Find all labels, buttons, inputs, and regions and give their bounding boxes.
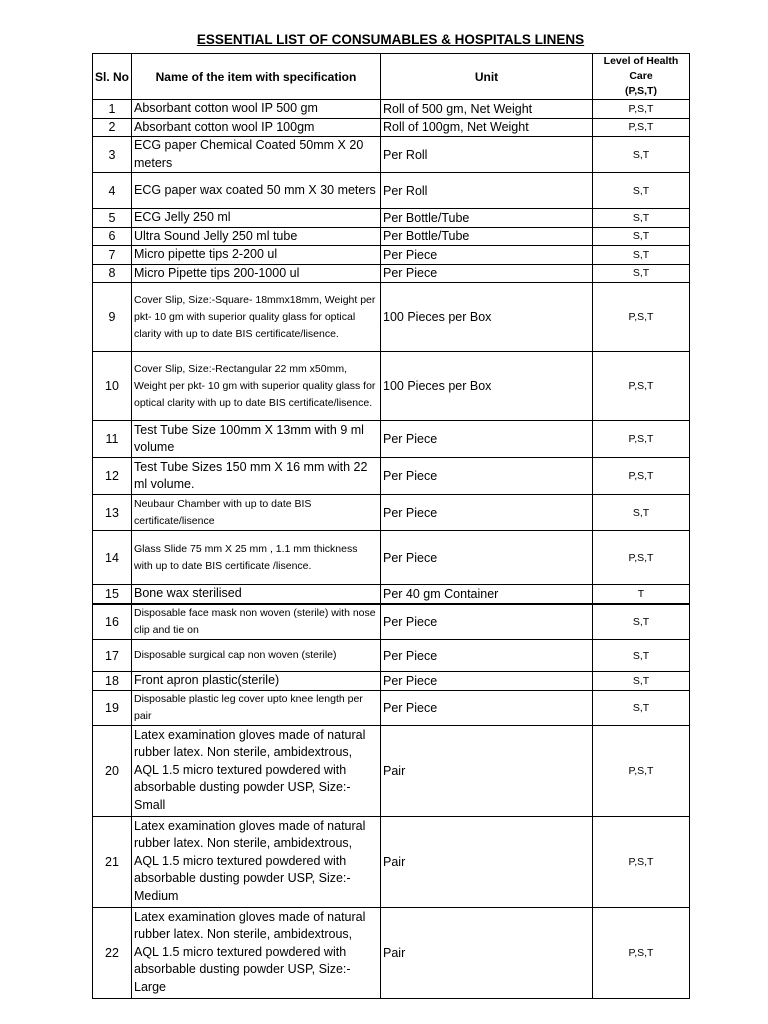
unit-cell: Per Bottle/Tube [381,209,593,228]
sl-no-cell: 14 [93,531,132,585]
table-row [93,907,690,998]
sl-no-cell: 10 [93,352,132,421]
level-cell: P,S,T [593,100,690,119]
unit-cell: Per Piece [381,495,593,531]
unit-cell: Pair [381,907,593,998]
sl-no-cell: 1 [93,100,132,119]
table-row [93,725,690,816]
unit-cell: 100 Pieces per Box [381,283,593,352]
unit-cell: Per Piece [381,672,593,691]
unit-cell: Per Piece [381,640,593,672]
item-name-cell: Test Tube Sizes 150 mm X 16 mm with 22 ml volume. [132,458,381,495]
sl-no-cell: 7 [93,246,132,265]
item-name-cell: Test Tube Size 100mm X 13mm with 9 ml volume [132,421,381,458]
item-name-cell: ECG paper wax coated 50 mm X 30 meters [132,173,381,209]
table-row [93,283,690,352]
level-cell: P,S,T [593,816,690,907]
item-name-cell: Disposable surgical cap non woven (sterile) [132,640,381,672]
item-name-cell: ECG paper Chemical Coated 50mm X 20 meters [132,137,381,173]
level-cell: S,T [593,672,690,691]
table-row [93,118,690,137]
sl-no-cell: 6 [93,227,132,246]
item-name-cell: Front apron plastic(sterile) [132,672,381,691]
item-name-cell: Glass Slide 75 mm X 25 mm , 1.1 mm thickness with up to date BIS certificate /lisence. [132,531,381,585]
table-row [93,264,690,283]
level-cell: S,T [593,209,690,228]
table-row [93,173,690,209]
header-level-of-health-care [593,54,690,100]
level-cell: S,T [593,604,690,640]
item-name-cell: Absorbant cotton wool IP 100gm [132,118,381,137]
table-row [93,209,690,228]
table-row [93,352,690,421]
level-cell: S,T [593,173,690,209]
unit-cell: Per Piece [381,604,593,640]
unit-cell: Roll of 500 gm, Net Weight [381,100,593,119]
table-row [93,690,690,725]
unit-cell: Per Roll [381,173,593,209]
level-cell: S,T [593,246,690,265]
table-row [93,672,690,691]
item-name-cell: Cover Slip, Size:-Square- 18mmx18mm, Weight per pkt- 10 gm with superior quality glass for optical clarity with up to date BIS certificate/lisence. [132,283,381,352]
item-name-cell: Disposable plastic leg cover upto knee length per pair [132,690,381,725]
table-row [93,585,690,604]
item-name-cell: ECG Jelly 250 ml [132,209,381,228]
table-row [93,246,690,265]
level-cell: P,S,T [593,531,690,585]
unit-cell: Per Bottle/Tube [381,227,593,246]
level-cell: S,T [593,264,690,283]
unit-cell: Roll of 100gm, Net Weight [381,118,593,137]
level-cell: P,S,T [593,283,690,352]
table-row [93,421,690,458]
table-row [93,495,690,531]
item-name-cell: Cover Slip, Size:-Rectangular 22 mm x50mm, Weight per pkt- 10 gm with superior quality glass for optical clarity with up to date BIS certificate/lisence. [132,352,381,421]
table-body [93,100,690,999]
header-level-line1: Level of Health Care [603,55,679,82]
item-name-cell: Disposable face mask non woven (sterile) with nose clip and tie on [132,604,381,640]
item-name-cell: Absorbant cotton wool IP 500 gm [132,100,381,119]
sl-no-cell: 12 [93,458,132,495]
sl-no-cell: 19 [93,690,132,725]
sl-no-cell: 21 [93,816,132,907]
unit-cell: Per Piece [381,246,593,265]
sl-no-cell: 16 [93,604,132,640]
table-row [93,816,690,907]
sl-no-cell: 15 [93,585,132,604]
level-cell: P,S,T [593,352,690,421]
item-name-cell: Neubaur Chamber with up to date BIS certificate/lisence [132,495,381,531]
sl-no-cell: 8 [93,264,132,283]
item-name-cell: Bone wax sterilised [132,585,381,604]
level-cell: T [593,585,690,604]
unit-cell: Per 40 gm Container [381,585,593,604]
sl-no-cell: 20 [93,725,132,816]
table-row [93,227,690,246]
sl-no-cell: 2 [93,118,132,137]
item-name-cell: Latex examination gloves made of natural rubber latex. Non sterile, ambidextrous, AQL 1.5 micro textured powdered with absorbable dusting powder USP, Size:-Small [132,725,381,816]
sl-no-cell: 13 [93,495,132,531]
level-cell: P,S,T [593,421,690,458]
unit-cell: Per Piece [381,421,593,458]
header-item-name: Name of the item with specification [132,54,381,100]
sl-no-cell: 9 [93,283,132,352]
header-level-line2: (P,S,T) [625,85,657,97]
document-title: ESSENTIAL LIST OF CONSUMABLES & HOSPITALS LINENS [196,32,585,47]
unit-cell: Per Piece [381,458,593,495]
header-unit: Unit [381,54,593,100]
sl-no-cell: 4 [93,173,132,209]
unit-cell: Pair [381,725,593,816]
sl-no-cell: 22 [93,907,132,998]
sl-no-cell: 11 [93,421,132,458]
item-name-cell: Latex examination gloves made of natural rubber latex. Non sterile, ambidextrous, AQL 1.5 micro textured powdered with absorbable dusting powder USP, Size:-Medium [132,816,381,907]
sl-no-cell: 5 [93,209,132,228]
table-row [93,604,690,640]
unit-cell: Per Piece [381,531,593,585]
item-name-cell: Latex examination gloves made of natural rubber latex. Non sterile, ambidextrous, AQL 1.5 micro textured powdered with absorbable dusting powder USP, Size:-Large [132,907,381,998]
item-name-cell: Micro Pipette tips 200-1000 ul [132,264,381,283]
sl-no-cell: 17 [93,640,132,672]
sl-no-cell: 3 [93,137,132,173]
table-row [93,100,690,119]
table-row [93,531,690,585]
level-cell: S,T [593,495,690,531]
level-cell: S,T [593,640,690,672]
table-header-row [93,54,690,100]
level-cell: P,S,T [593,725,690,816]
unit-cell: 100 Pieces per Box [381,352,593,421]
consumables-table [92,53,690,999]
level-cell: S,T [593,227,690,246]
table-row [93,458,690,495]
level-cell: S,T [593,137,690,173]
unit-cell: Pair [381,816,593,907]
level-cell: P,S,T [593,458,690,495]
table-row [93,640,690,672]
unit-cell: Per Piece [381,264,593,283]
item-name-cell: Micro pipette tips 2-200 ul [132,246,381,265]
item-name-cell: Ultra Sound Jelly 250 ml tube [132,227,381,246]
level-cell: P,S,T [593,118,690,137]
level-cell: S,T [593,690,690,725]
sl-no-cell: 18 [93,672,132,691]
unit-cell: Per Piece [381,690,593,725]
table-row [93,137,690,173]
level-cell: P,S,T [593,907,690,998]
header-sl-no: Sl. No [93,54,132,100]
unit-cell: Per Roll [381,137,593,173]
